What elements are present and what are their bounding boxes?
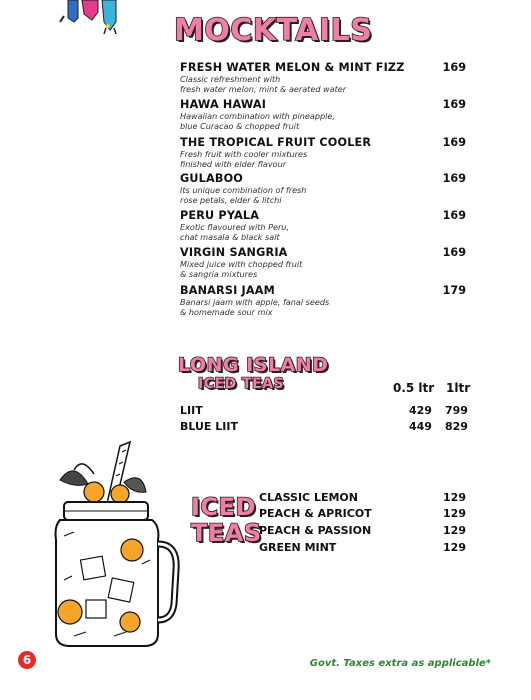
menu-item xyxy=(180,61,466,94)
item-name: PERU PYALA xyxy=(180,209,260,222)
menu-item xyxy=(180,136,466,169)
people-illustration xyxy=(58,0,128,34)
item-description: Classic refreshment with xyxy=(180,74,281,84)
item-description: fresh water melon, mint & aerated water xyxy=(180,84,347,94)
item-price: 179 xyxy=(442,284,466,297)
table-row xyxy=(259,524,466,537)
row-name: GREEN MINT xyxy=(259,541,337,554)
item-price: 169 xyxy=(442,209,466,222)
row-price-full: 799 xyxy=(445,404,468,417)
tax-note: Govt. Taxes extra as applicable* xyxy=(309,658,491,669)
item-description: Fresh fruit with cooler mixtures xyxy=(180,149,308,159)
item-description: Mixed juice with chopped fruit xyxy=(180,259,303,269)
item-name: THE TROPICAL FRUIT COOLER xyxy=(180,136,372,149)
item-description: Banarsi jaam with apple, fanal seeds xyxy=(180,297,330,307)
mason-jar-illustration xyxy=(34,440,180,652)
row-price: 129 xyxy=(443,491,466,504)
row-price: 129 xyxy=(443,541,466,554)
item-name: BANARSI JAAM xyxy=(180,284,275,297)
menu-item xyxy=(180,209,466,242)
iced-teas-heading-line2: TEAS xyxy=(191,519,262,547)
long-island-heading-sub: ICED TEAS xyxy=(198,376,285,392)
item-name: HAWA HAWAI xyxy=(180,98,267,111)
row-price-half: 429 xyxy=(409,404,432,417)
item-description: Exotic flavoured with Peru, xyxy=(180,222,290,232)
item-description: rose petals, elder & litchi xyxy=(180,195,282,205)
row-name: PEACH & APRICOT xyxy=(259,507,372,520)
long-island-heading: LONG ISLAND xyxy=(178,354,329,376)
item-price: 169 xyxy=(442,172,466,185)
row-name: PEACH & PASSION xyxy=(259,524,372,537)
column-header-litre: 1ltr xyxy=(446,381,471,395)
row-name: LIIT xyxy=(180,404,203,417)
item-price: 169 xyxy=(442,246,466,259)
iced-teas-heading-line1: ICED xyxy=(191,493,256,521)
menu-item xyxy=(180,98,466,131)
item-price: 169 xyxy=(442,136,466,149)
item-description: & sangria mixtures xyxy=(180,269,258,279)
item-name: GULABOO xyxy=(180,172,244,185)
table-row xyxy=(259,507,466,520)
item-price: 169 xyxy=(442,61,466,74)
item-name: FRESH WATER MELON & MINT FIZZ xyxy=(180,61,405,74)
item-description: Its unique combination of fresh xyxy=(180,185,307,195)
row-price: 129 xyxy=(443,507,466,520)
table-row xyxy=(259,541,466,554)
item-description: Hawaiian combination with pineapple, xyxy=(180,111,335,121)
row-price-full: 829 xyxy=(445,420,468,433)
row-name: BLUE LIIT xyxy=(180,420,238,433)
mocktails-heading: MOCKTAILS xyxy=(174,13,373,48)
item-description: finished with elder flavour xyxy=(180,159,287,169)
item-description: blue Curacao & chopped fruit xyxy=(180,121,300,131)
item-name: VIRGIN SANGRIA xyxy=(180,246,288,259)
row-price-half: 449 xyxy=(409,420,432,433)
item-price: 169 xyxy=(442,98,466,111)
table-row xyxy=(259,491,466,504)
row-name: CLASSIC LEMON xyxy=(259,491,358,504)
row-price: 129 xyxy=(443,524,466,537)
menu-item xyxy=(180,246,466,279)
page-number-badge: 6 xyxy=(18,651,36,669)
item-description: & homemade sour mix xyxy=(180,307,273,317)
column-header-half-litre: 0.5 ltr xyxy=(393,381,435,395)
menu-item xyxy=(180,172,466,205)
iced-teas-heading xyxy=(191,493,262,547)
item-description: chat masala & black salt xyxy=(180,232,280,242)
menu-item xyxy=(180,284,466,317)
